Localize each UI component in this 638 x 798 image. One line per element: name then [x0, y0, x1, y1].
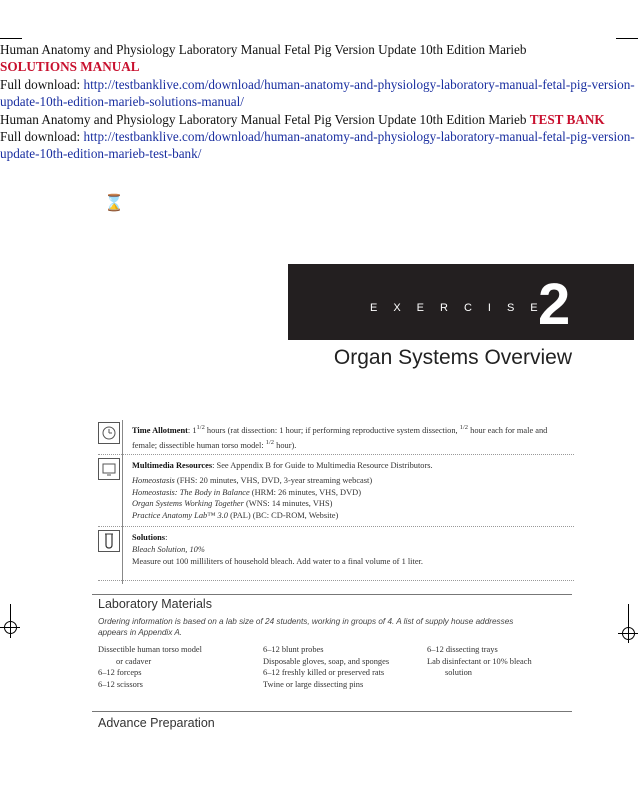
list-item: 6–12 scissors — [98, 679, 143, 689]
list-item: 6–12 dissecting trays — [427, 645, 498, 654]
list-item: Disposable gloves, soap, and sponges — [263, 656, 390, 666]
media-item: Organ Systems Working Together (WNS: 14 minutes, VHS) — [132, 499, 333, 509]
list-item: Lab disinfectant or 10% bleach — [427, 656, 532, 666]
solution-instruction: Measure out 100 milliliters of household bleach. Add water to a final volume of 1 liter. — [132, 556, 423, 566]
list-item: Dissectible human torso model — [98, 645, 202, 654]
page-title: Organ Systems Overview — [333, 346, 572, 369]
info-rule-2 — [98, 526, 574, 527]
advance-preparation-heading: Advance Preparation — [98, 716, 215, 730]
info-divider — [122, 420, 123, 584]
lab-materials-rule — [92, 594, 572, 595]
list-item: 6–12 blunt probes — [263, 645, 324, 654]
crop-mark-top-left — [0, 38, 22, 39]
header-line-1: Human Anatomy and Physiology Laboratory Manual Fetal Pig Version Update 10th Edition Marieb SOLUTIONS MANUAL — [0, 42, 527, 75]
exercise-info-box — [98, 420, 574, 588]
hourglass-icon: ⌛ — [104, 195, 124, 212]
list-item: 6–12 forceps — [98, 668, 142, 678]
exercise-banner — [288, 264, 634, 340]
solution-name: Bleach Solution, 10% — [132, 544, 205, 554]
header-line-4: Full download: http://testbanklive.com/download/human-anatomy-and-physiology-laboratory-manual-fetal-pig-version-update-10th-edition-marieb-test-bank/ — [0, 129, 635, 162]
registration-mark-right-icon — [618, 623, 638, 643]
media-icon — [98, 458, 120, 480]
materials-column-3 — [427, 644, 532, 679]
materials-column-2 — [263, 644, 389, 690]
solutions-manual-label: SOLUTIONS MANUAL — [0, 59, 140, 75]
test-bank-label: TEST BANK — [529, 111, 605, 127]
lab-materials-heading: Laboratory Materials — [98, 597, 212, 611]
list-item: or cadaver — [116, 656, 152, 666]
test-bank-link[interactable]: http://testbanklive.com/download/human-anatomy-and-physiology-laboratory-manual-fetal-pig-version-update-10th-edition-marieb-test-bank/ — [0, 129, 635, 162]
multimedia-resources: Multimedia Resources: See Appendix B for Guide to Multimedia Resource Distributors. Homeostasis (FHS: 20 minutes, VHS, DVD, 3-year streaming webcast) Homeostasis: The Body in Balance (HRM: 26 minutes, VHS, DVD) Organ Systems Working Together (WNS: 14 minutes, VHS) Practice Anatomy Lab™ 3.0 (PAL) (BC: CD-ROM, Website) — [132, 460, 572, 522]
clock-icon — [98, 422, 120, 444]
media-item: Homeostasis: The Body in Balance (HRM: 26 minutes, VHS, DVD) — [132, 487, 361, 497]
header-line-3: Human Anatomy and Physiology Laboratory Manual Fetal Pig Version Update 10th Edition Marieb TEST BANK — [0, 111, 605, 127]
info-rule-3 — [98, 580, 574, 581]
materials-column-1 — [98, 644, 202, 690]
advance-preparation-rule — [92, 711, 572, 712]
info-rule-1 — [98, 454, 574, 455]
solutions-manual-link[interactable]: http://testbanklive.com/download/human-anatomy-and-physiology-laboratory-manual-fetal-pig-version-update-10th-edition-marieb-solutions-manual/ — [0, 76, 635, 110]
list-item: Twine or large dissecting pins — [263, 679, 364, 689]
media-item: Homeostasis (FHS: 20 minutes, VHS, DVD, 3-year streaming webcast) — [132, 475, 373, 485]
download-header — [0, 41, 636, 163]
registration-mark-left-icon — [0, 617, 20, 637]
solutions: Solutions: Bleach Solution, 10% Measure out 100 milliliters of household bleach. Add water to a final volume of 1 liter. — [132, 532, 572, 567]
time-allotment: Time Allotment: $1^{1/2}$ hours (rat dissection: 1 hour; if performing reproductive system dissection, $^{1/2}$ hour each for male and female; dissectible human torso model: $^{1/2}$ hour). — [132, 424, 548, 450]
list-item: 6–12 freshly killed or preserved rats — [263, 668, 385, 678]
crop-mark-top-right — [616, 38, 638, 39]
exercise-label: EXERCISE — [370, 302, 554, 314]
list-item: solution — [445, 668, 472, 678]
exercise-number: 2 — [538, 272, 571, 337]
header-line-2: Full download: http://testbanklive.com/download/human-anatomy-and-physiology-laboratory-manual-fetal-pig-version-update-10th-edition-marieb-solutions-manual/ — [0, 76, 635, 110]
media-item: Practice Anatomy Lab™ 3.0 (PAL) (BC: CD-ROM, Website) — [132, 511, 339, 521]
lab-materials-note: Ordering information is based on a lab size of 24 students, working in groups of 4. A list of supply house addresses appears in Appendix A. — [98, 617, 514, 637]
beaker-icon — [98, 530, 120, 552]
